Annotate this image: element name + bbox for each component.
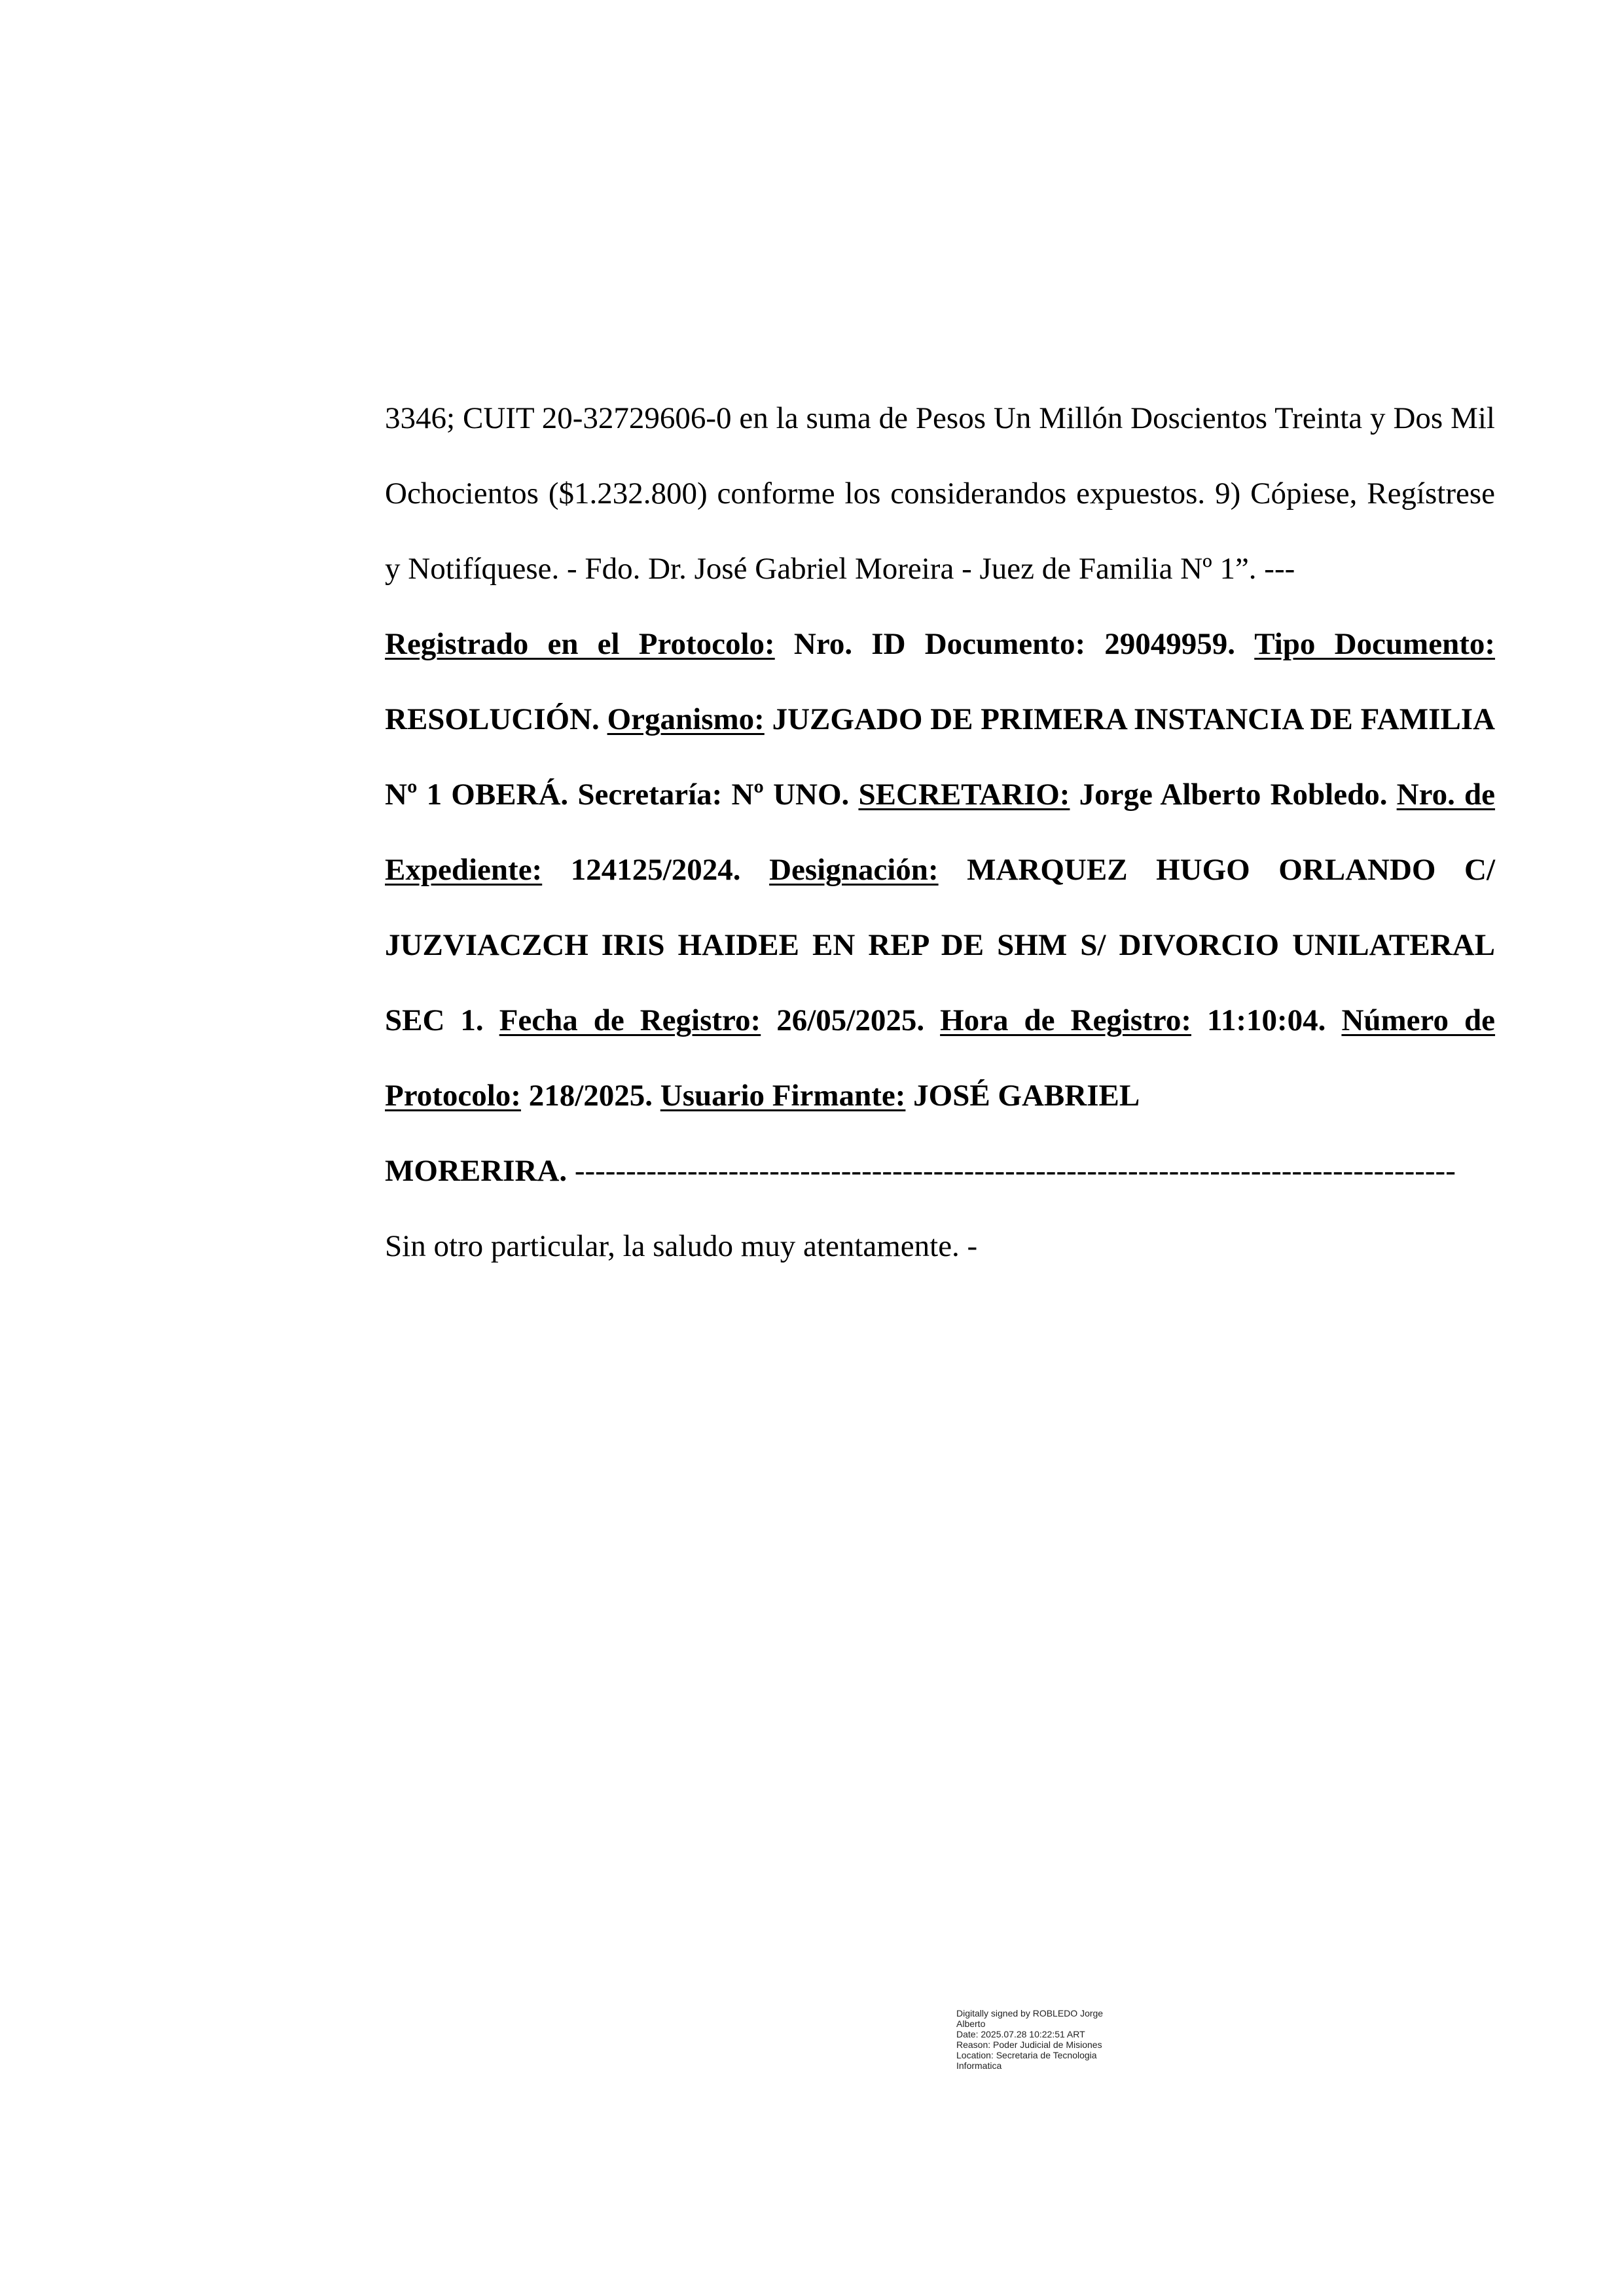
signature-date: Date: 2025.07.28 10:22:51 ART <box>956 2029 1085 2039</box>
label-tipo-documento: Tipo Documento: <box>1254 627 1496 661</box>
label-designacion: Designación: <box>769 853 939 887</box>
signature-location-cont: Informatica <box>956 2060 1002 2071</box>
label-nro-expediente: Nro. de Expediente: <box>385 778 1496 887</box>
paragraph-closing <box>385 1209 1495 1284</box>
value-fecha-registro: 26/05/2025. <box>776 1003 925 1037</box>
value-tipo-documento: RESOLUCIÓN. <box>385 702 600 736</box>
signature-signed-by-cont: Alberto <box>956 2018 986 2029</box>
label-numero-protocolo: Número de Protocolo: <box>385 1003 1496 1113</box>
value-hora-registro: 11:10:04. <box>1206 1003 1326 1037</box>
label-organismo: Organismo: <box>607 702 765 736</box>
label-hora-registro: Hora de Registro: <box>940 1003 1191 1037</box>
value-organismo: JUZGADO DE PRIMERA INSTANCIA DE FAMILIA Nº 1 OBERÁ. Secretaría: Nº UNO. <box>385 702 1496 812</box>
label-secretario: SECRETARIO: <box>858 778 1070 812</box>
closing-text: Sin otro particular, la saludo muy atentamente. - <box>385 1229 978 1263</box>
label-registrado-protocolo: Registrado en el Protocolo: <box>385 627 775 661</box>
value-usuario-firmante: JOSÉ GABRIEL <box>913 1079 1140 1113</box>
document-body <box>385 381 1495 1284</box>
signature-signed-by: Digitally signed by ROBLEDO Jorge <box>956 2008 1104 2018</box>
digital-signature-block <box>956 2008 1166 2071</box>
value-secretario: Jorge Alberto Robledo. <box>1079 778 1388 812</box>
value-id-documento: Nro. ID Documento: 29049959. <box>793 627 1236 661</box>
paragraph-text: 3346; CUIT 20-32729606-0 en la suma de Pesos Un Millón Doscientos Treinta y Dos Mil Ochocientos ($1.232.800) conforme los considerandos expuestos. 9) Cópiese, Regístrese y Notifíquese. - Fdo. Dr. José Gabriel Moreira - Juez de Familia Nº 1”. --- <box>385 401 1495 586</box>
paragraph-protocol-registration <box>385 607 1495 1134</box>
paragraph-signer-end <box>385 1134 1495 1209</box>
signature-reason: Reason: Poder Judicial de Misiones <box>956 2039 1102 2050</box>
value-designacion: MARQUEZ HUGO ORLANDO C/ JUZVIACZCH IRIS HAIDEE EN REP DE SHM S/ DIVORCIO UNILATERAL SEC 1. <box>385 853 1496 1037</box>
value-usuario-firmante-end: MORERIRA. <box>385 1154 568 1188</box>
label-fecha-registro: Fecha de Registro: <box>499 1003 761 1037</box>
paragraph-sentence-continuation <box>385 381 1495 607</box>
label-usuario-firmante: Usuario Firmante: <box>660 1079 906 1113</box>
value-nro-expediente: 124125/2024. <box>570 853 741 887</box>
dash-filler-line: -------------------------------------------------------------------------------------- <box>574 1154 1456 1188</box>
signature-location: Location: Secretaria de Tecnologia <box>956 2050 1097 2060</box>
value-numero-protocolo: 218/2025. <box>528 1079 653 1113</box>
